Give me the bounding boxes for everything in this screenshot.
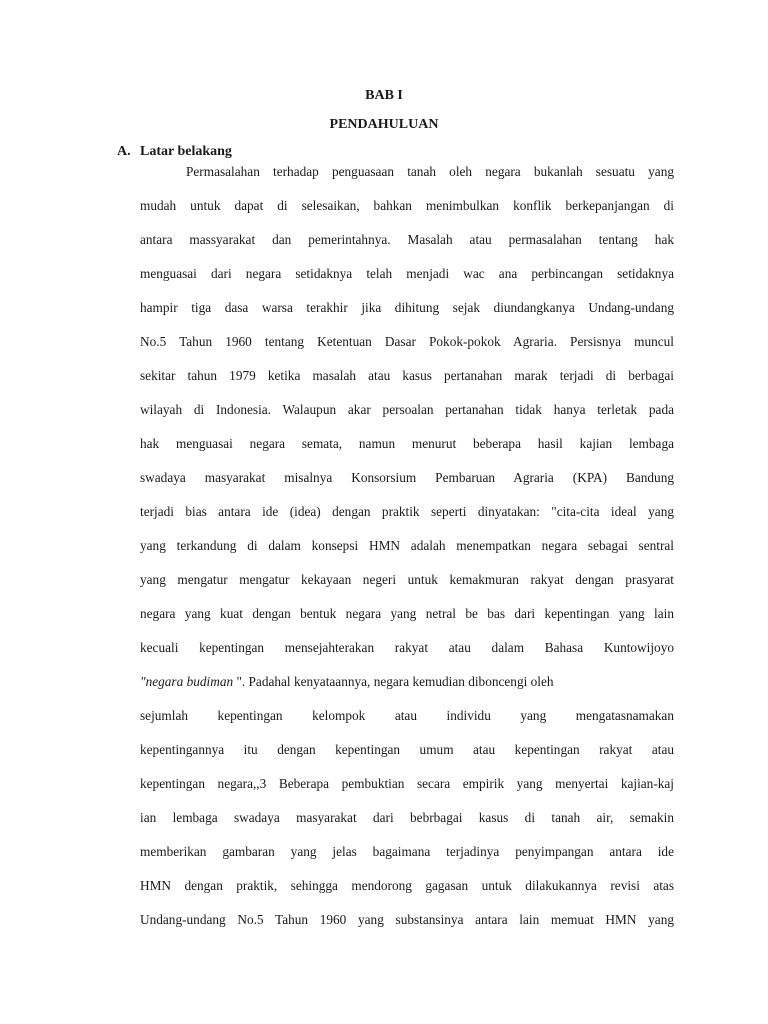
paragraph-line: hak menguasai negara semata, namun menurut beberapa hasil kajian lembaga xyxy=(140,436,674,451)
paragraph-line xyxy=(140,665,674,699)
paragraph-line: mudah untuk dapat di selesaikan, bahkan menimbulkan konflik berkepanjangan di xyxy=(140,198,674,213)
paragraph-line: sekitar tahun 1979 ketika masalah atau kasus pertanahan marak terjadi di berbagai xyxy=(140,368,674,383)
section-heading-text: Latar belakang xyxy=(140,144,232,159)
italic-phrase: "negara budiman xyxy=(140,674,234,689)
chapter-title: PENDAHULUAN xyxy=(329,117,439,132)
paragraph-line: negara yang kuat dengan bentuk negara yang netral be bas dari kepentingan yang lain xyxy=(140,606,674,621)
paragraph-line: memberikan gambaran yang jelas bagaimana terjadinya penyimpangan antara ide xyxy=(140,844,674,859)
paragraph-line: No.5 Tahun 1960 tentang Ketentuan Dasar Pokok-pokok Agraria. Persisnya muncul xyxy=(140,334,674,349)
paragraph-line: hampir tiga dasa warsa terakhir jika dihitung sejak diundangkanya Undang-undang xyxy=(140,300,674,315)
paragraph-line: yang mengatur mengatur kekayaan negeri untuk kemakmuran rakyat dengan prasyarat xyxy=(140,572,674,587)
paragraph-line: Undang-undang No.5 Tahun 1960 yang substansinya antara lain memuat HMN yang xyxy=(140,912,674,927)
paragraph-line: yang terkandung di dalam konsepsi HMN adalah menempatkan negara sebagai sentral xyxy=(140,538,674,553)
paragraph-line: antara massyarakat dan pemerintahnya. Masalah atau permasalahan tentang hak xyxy=(140,232,674,247)
paragraph-line: HMN dengan praktik, sehingga mendorong gagasan untuk dilakukannya revisi atas xyxy=(140,878,674,893)
paragraph-line-text: ". Padahal kenyataannya, negara kemudian diboncengi oleh xyxy=(236,674,554,689)
paragraph-line: swadaya masyarakat misalnya Konsorsium Pembaruan Agraria (KPA) Bandung xyxy=(140,470,674,485)
body-paragraph xyxy=(140,155,674,937)
chapter-heading: BAB I xyxy=(365,88,403,103)
paragraph-line: menguasai dari negara setidaknya telah menjadi wac ana perbincangan setidaknya xyxy=(140,266,674,281)
paragraph-line: Permasalahan terhadap penguasaan tanah oleh negara bukanlah sesuatu yang xyxy=(186,164,674,179)
paragraph-line: terjadi bias antara ide (idea) dengan praktik seperti dinyatakan: "cita-cita ideal yang xyxy=(140,504,674,519)
paragraph-line: sejumlah kepentingan kelompok atau individu yang mengatasnamakan xyxy=(140,708,674,723)
paragraph-line: kepentingannya itu dengan kepentingan umum atau kepentingan rakyat atau xyxy=(140,742,674,757)
section-letter: A. xyxy=(117,144,131,159)
paragraph-line: wilayah di Indonesia. Walaupun akar persoalan pertanahan tidak hanya terletak pada xyxy=(140,402,674,417)
paragraph-line: ian lembaga swadaya masyarakat dari bebrbagai kasus di tanah air, semakin xyxy=(140,810,674,825)
paragraph-line: kepentingan negara,,3 Beberapa pembuktian secara empirik yang menyertai kajian-kaj xyxy=(140,776,674,791)
paragraph-line: kecuali kepentingan mensejahterakan rakyat atau dalam Bahasa Kuntowijoyo xyxy=(140,640,674,655)
